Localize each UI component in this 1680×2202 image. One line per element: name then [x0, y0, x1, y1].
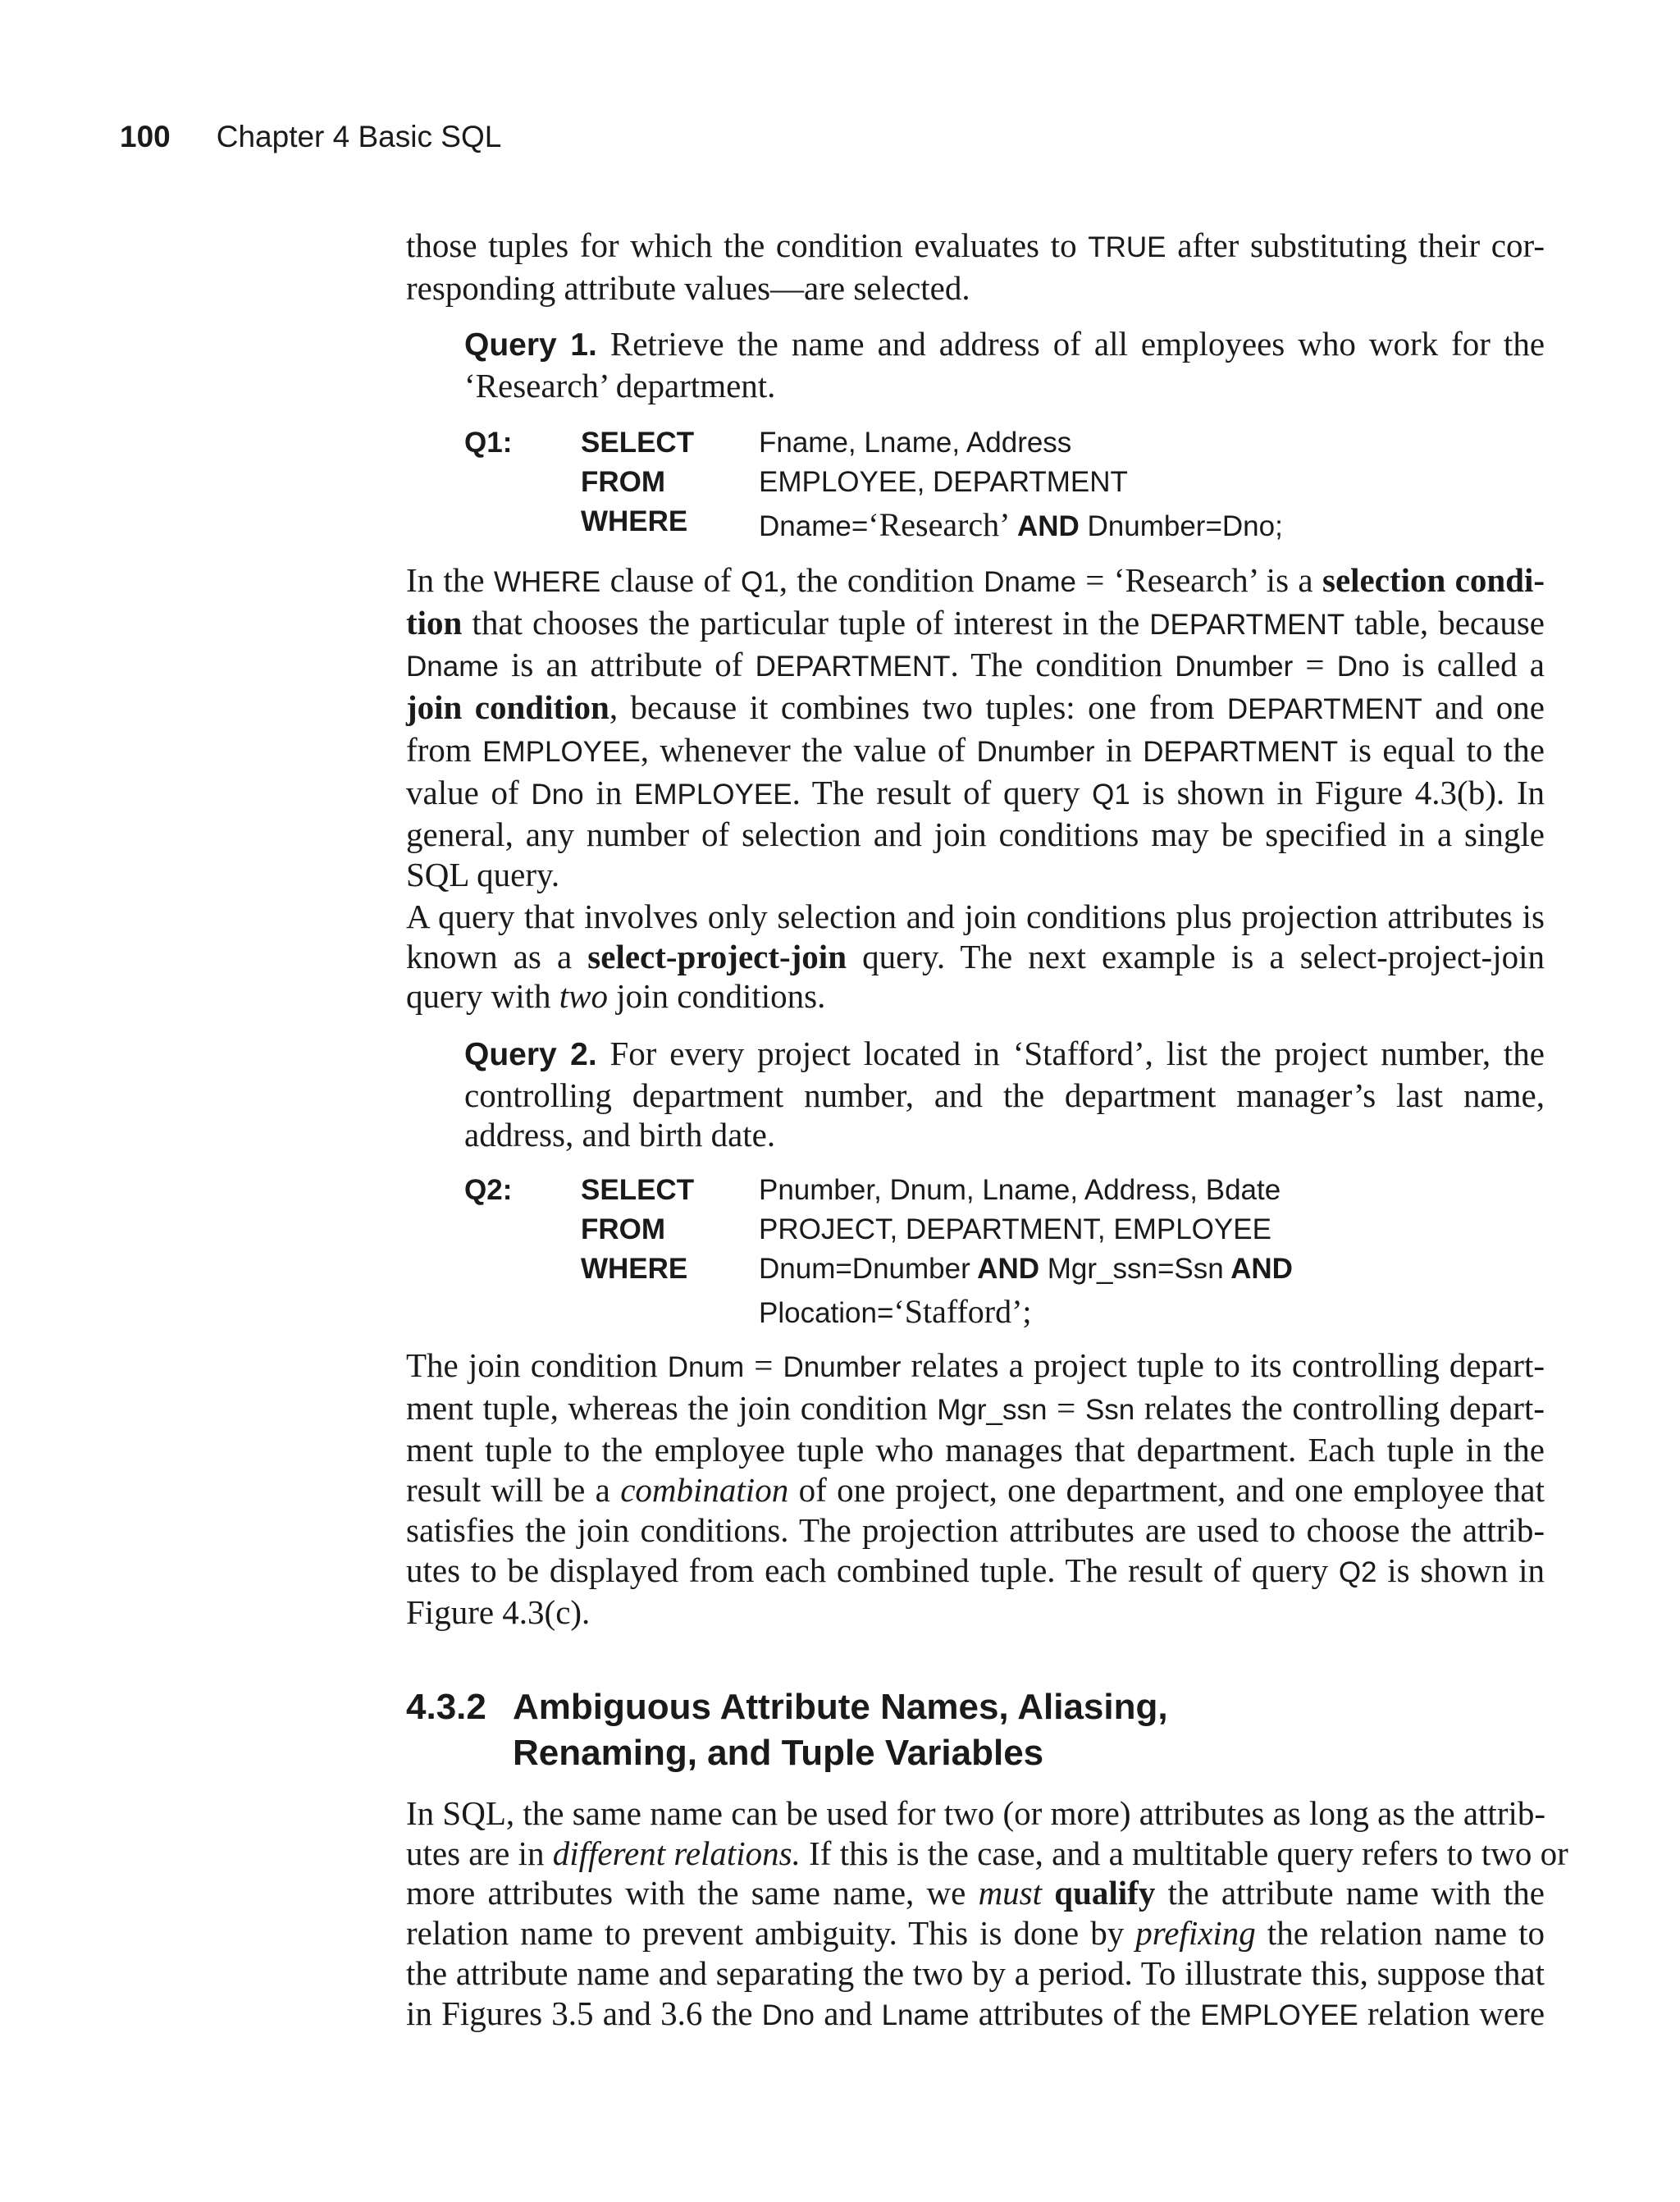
paragraph-5: In SQL, the same name can be used for two (or more) attributes as long as the attrib- utes are in different relations. If this is the case, and a multitable query refers to two or more attributes with the same name, we must qualify the attribute name with the relation name to prevent ambiguity. This is done by prefixing the relation name to the attribute name and separating the two by a period. To illustrate this, suppose that in Figures 3.5 and 3.6 the Dno and Lname attributes of the EMPLOYEE relation were [406, 1794, 1568, 2032]
section-heading [406, 1684, 1168, 1776]
section-title-line-2: Renaming, and Tuple Variables [513, 1733, 1044, 1773]
paragraph-1: those tuples for which the condition evaluates to TRUE after substituting their cor- responding attribute values—are selected. [406, 226, 1545, 307]
query-2-statement: Query 2. For every project located in ‘Stafford’, list the project number, the controlling department number, and the department manager’s last name, address, and birth date. [464, 1035, 1545, 1154]
q1-label: Q1: [464, 427, 513, 459]
paragraph-2: In the WHERE clause of Q1, the condition Dname = ‘Research’ is a selection condi- tion that chooses the particular tuple of interest in the DEPARTMENT table, because Dname is an attribute of DEPARTMENT. The condition Dnumber = Dno is called a join condition, because it combines two tuples: one from DEPARTMENT and one from EMPLOYEE, whenever the value of Dnumber in DEPARTMENT is equal to the value of Dno in EMPLOYEE. The result of query Q1 is shown in Figure 4.3(b). In general, any number of selection and join conditions may be specified in a single SQL query. [406, 561, 1545, 893]
page-number: 100 [120, 120, 171, 153]
section-title-line-1: Ambiguous Attribute Names, Aliasing, [513, 1687, 1168, 1727]
chapter-title: Chapter 4 Basic SQL [216, 120, 502, 153]
query-2-label: Query 2. [464, 1037, 597, 1072]
q2-label: Q2: [464, 1174, 513, 1206]
paragraph-3: A query that involves only selection and join conditions plus projection attributes is known as a select-project-join query. The next example is a select-project-join query with two join conditions. [406, 898, 1545, 1016]
paragraph-4: The join condition Dnum = Dnumber relates a project tuple to its controlling depart- ment tuple, whereas the join condition Mgr_ssn = Ssn relates the controlling depart- ment tuple to the employee tuple who manages that department. Each tuple in the result will be a combination of one project, one department, and one employee that satisfies the join conditions. The projection attributes are used to choose the attrib- utes to be displayed from each combined tuple. The result of query Q2 is shown in Figure 4.3(c). [406, 1346, 1545, 1632]
query-1-statement: Query 1. Retrieve the name and address of all employees who work for the ‘Research’ department. [464, 325, 1545, 404]
running-head [120, 120, 501, 154]
query-1-label: Query 1. [464, 327, 597, 363]
section-number: 4.3.2 [406, 1687, 486, 1727]
